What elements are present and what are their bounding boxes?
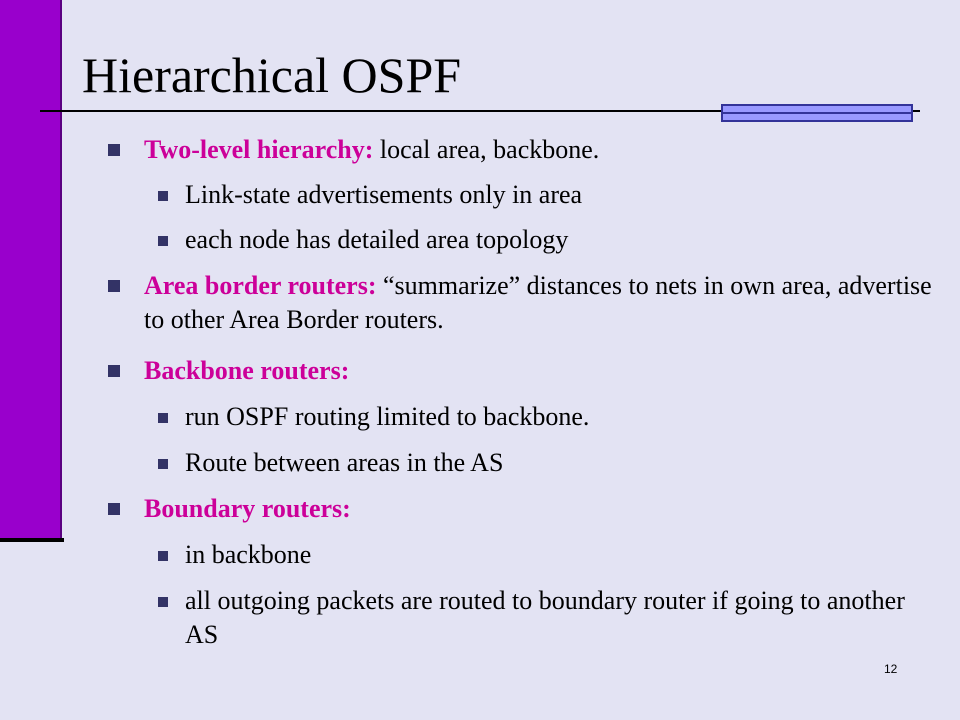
bullet-item — [144, 492, 934, 526]
sub-bullet-square-icon — [158, 191, 168, 201]
sub-bullet-item — [185, 584, 937, 652]
sub-bullet-text: in backbone — [185, 540, 312, 569]
sub-bullet-square-icon — [158, 413, 168, 423]
sub-bullet-text: Link-state advertisements only in area — [185, 180, 583, 209]
sub-bullet-square-icon — [158, 236, 168, 246]
page-number: 12 — [884, 662, 898, 676]
sub-bullet-item — [185, 223, 930, 257]
sub-bullet-square-icon — [158, 597, 168, 607]
bullet-square-icon — [108, 503, 120, 515]
bullet-item — [144, 269, 934, 337]
bullet-label: Backbone routers: — [144, 356, 350, 385]
bullet-label: Boundary routers: — [144, 494, 351, 523]
sub-bullet-item — [185, 400, 930, 434]
bullet-item — [144, 133, 934, 167]
bullet-square-icon — [108, 365, 120, 377]
sub-bullet-square-icon — [158, 551, 168, 561]
sub-bullet-text: each node has detailed area topology — [185, 225, 569, 254]
bullet-text: “summarize” distances to nets in own area, advertise to other Area Border routers. — [144, 271, 932, 334]
bullet-label: Two-level hierarchy: — [144, 135, 374, 164]
sub-bullet-item — [185, 446, 930, 480]
bullet-square-icon — [108, 280, 120, 292]
sub-bullet-item — [185, 538, 930, 572]
bullet-item — [144, 354, 934, 388]
sub-bullet-text: run OSPF routing limited to backbone. — [185, 402, 590, 431]
sub-bullet-square-icon — [158, 459, 168, 469]
sub-bullet-text: all outgoing packets are routed to boundary router if going to another AS — [185, 586, 905, 649]
slide-title: Hierarchical OSPF — [82, 47, 462, 103]
sub-bullet-item — [185, 178, 930, 212]
bullet-text: local area, backbone. — [373, 135, 600, 164]
sub-bullet-text: Route between areas in the AS — [185, 448, 504, 477]
bullet-label: Area border routers: — [144, 271, 377, 300]
bullet-square-icon — [108, 144, 120, 156]
